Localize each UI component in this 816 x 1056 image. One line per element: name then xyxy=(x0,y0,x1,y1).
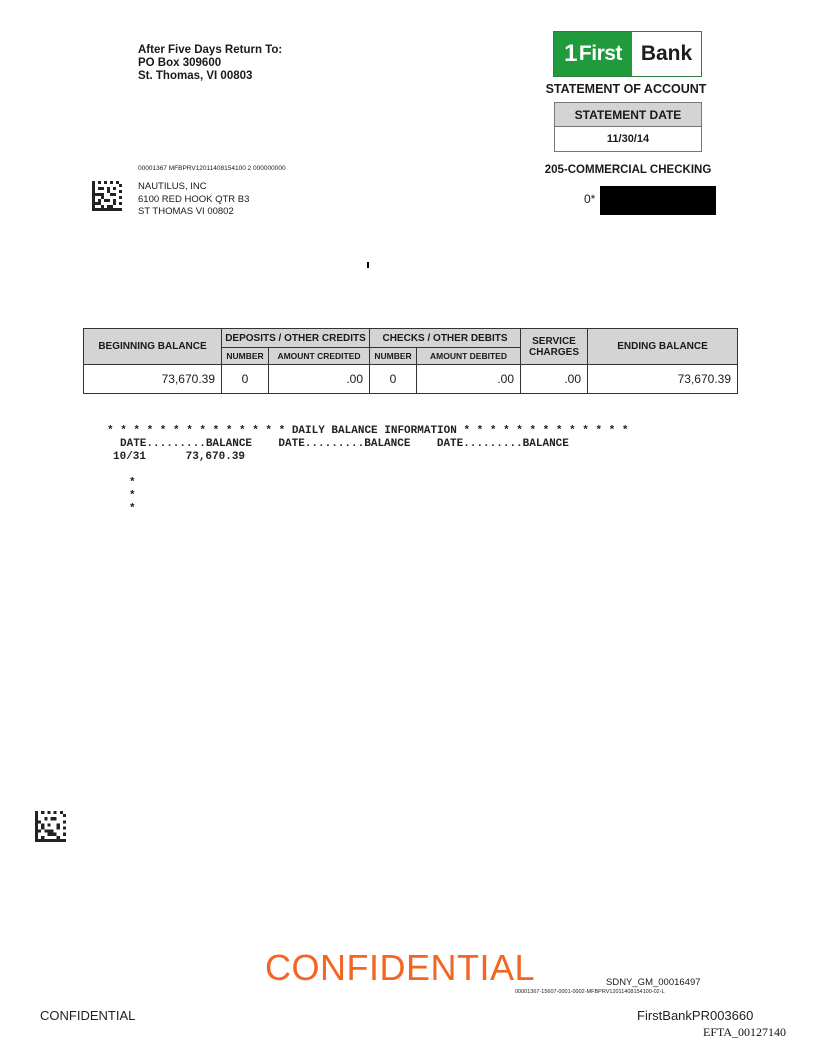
statement-date-box xyxy=(554,102,702,152)
header-amount-debited: AMOUNT DEBITED xyxy=(417,348,521,365)
tick-mark xyxy=(367,262,369,268)
service-charges-value: .00 xyxy=(521,365,588,394)
header-checks-number: NUMBER xyxy=(370,348,417,365)
amount-credited-value: .00 xyxy=(269,365,370,394)
daily-balance-amount: 73,670.39 xyxy=(185,451,246,463)
confidential-label: CONFIDENTIAL xyxy=(40,1008,136,1023)
star-mark: * xyxy=(129,477,136,489)
sdny-number: SDNY_GM_00016497 xyxy=(606,977,701,988)
customer-address-line2: ST THOMAS VI 00802 xyxy=(138,206,234,217)
account-number-prefix: 0* xyxy=(584,192,596,206)
customer-address-line1: 6100 RED HOOK QTR B3 xyxy=(138,193,250,205)
header-service-charges: SERVICE CHARGES xyxy=(521,329,588,365)
daily-balance-row xyxy=(113,451,245,463)
deposits-number-value: 0 xyxy=(222,365,269,394)
amount-debited-value: .00 xyxy=(417,365,521,394)
daily-balance-date: 10/31 xyxy=(113,451,147,463)
star-mark: * xyxy=(129,503,136,515)
mail-code: 00001367 MFBPRV12011408154100 2 000000000 xyxy=(138,165,286,172)
barcode-icon xyxy=(35,811,66,842)
account-summary-table xyxy=(83,328,738,394)
bates-number: FirstBankPR003660 xyxy=(637,1008,754,1023)
document-code: 00001367-15607-0001-0002-MFBPRV12011408154100-02-L xyxy=(515,989,665,995)
beginning-balance-value: 73,670.39 xyxy=(84,365,222,394)
confidential-stamp: CONFIDENTIAL xyxy=(265,947,536,988)
ending-balance-value: 73,670.39 xyxy=(588,365,738,394)
logo-first-text: First xyxy=(578,42,622,65)
header-amount-credited: AMOUNT CREDITED xyxy=(269,348,370,365)
logo-number: 1 xyxy=(564,40,577,67)
return-address-line3: St. Thomas, VI 00803 xyxy=(138,70,253,82)
customer-address xyxy=(138,181,249,219)
customer-name: NAUTILUS, INC xyxy=(138,181,207,192)
checks-number-value: 0 xyxy=(370,365,417,394)
header-beginning-balance: BEGINNING BALANCE xyxy=(84,329,222,365)
efta-number: EFTA_00127140 xyxy=(703,1025,787,1039)
header-deposits-number: NUMBER xyxy=(222,348,269,365)
logo-first-block xyxy=(554,32,632,76)
return-address xyxy=(138,44,282,83)
logo-bank-text: Bank xyxy=(632,32,701,76)
header-checks: CHECKS / OTHER DEBITS xyxy=(370,329,521,348)
daily-balance-title: * * * * * * * * * * * * * * DAILY BALANCE INFORMATION * * * * * * * * * * * * * xyxy=(107,425,629,437)
statement-date-label: STATEMENT DATE xyxy=(555,103,701,127)
daily-balance-header: DATE.........BALANCE DATE.........BALANCE DATE.........BALANCE xyxy=(120,438,569,450)
header-ending-balance: ENDING BALANCE xyxy=(588,329,738,365)
table-row xyxy=(84,365,738,394)
return-address-line1: After Five Days Return To: xyxy=(138,44,283,56)
star-mark: * xyxy=(129,490,136,502)
barcode-icon xyxy=(92,181,122,211)
redaction-bar xyxy=(600,186,716,215)
statement-title: STATEMENT OF ACCOUNT xyxy=(545,82,707,96)
account-type: 205-COMMERCIAL CHECKING xyxy=(544,164,712,176)
statement-date-value: 11/30/14 xyxy=(606,133,650,145)
return-address-line2: PO Box 309600 xyxy=(138,57,222,69)
firstbank-logo xyxy=(553,31,702,77)
header-deposits: DEPOSITS / OTHER CREDITS xyxy=(222,329,370,348)
